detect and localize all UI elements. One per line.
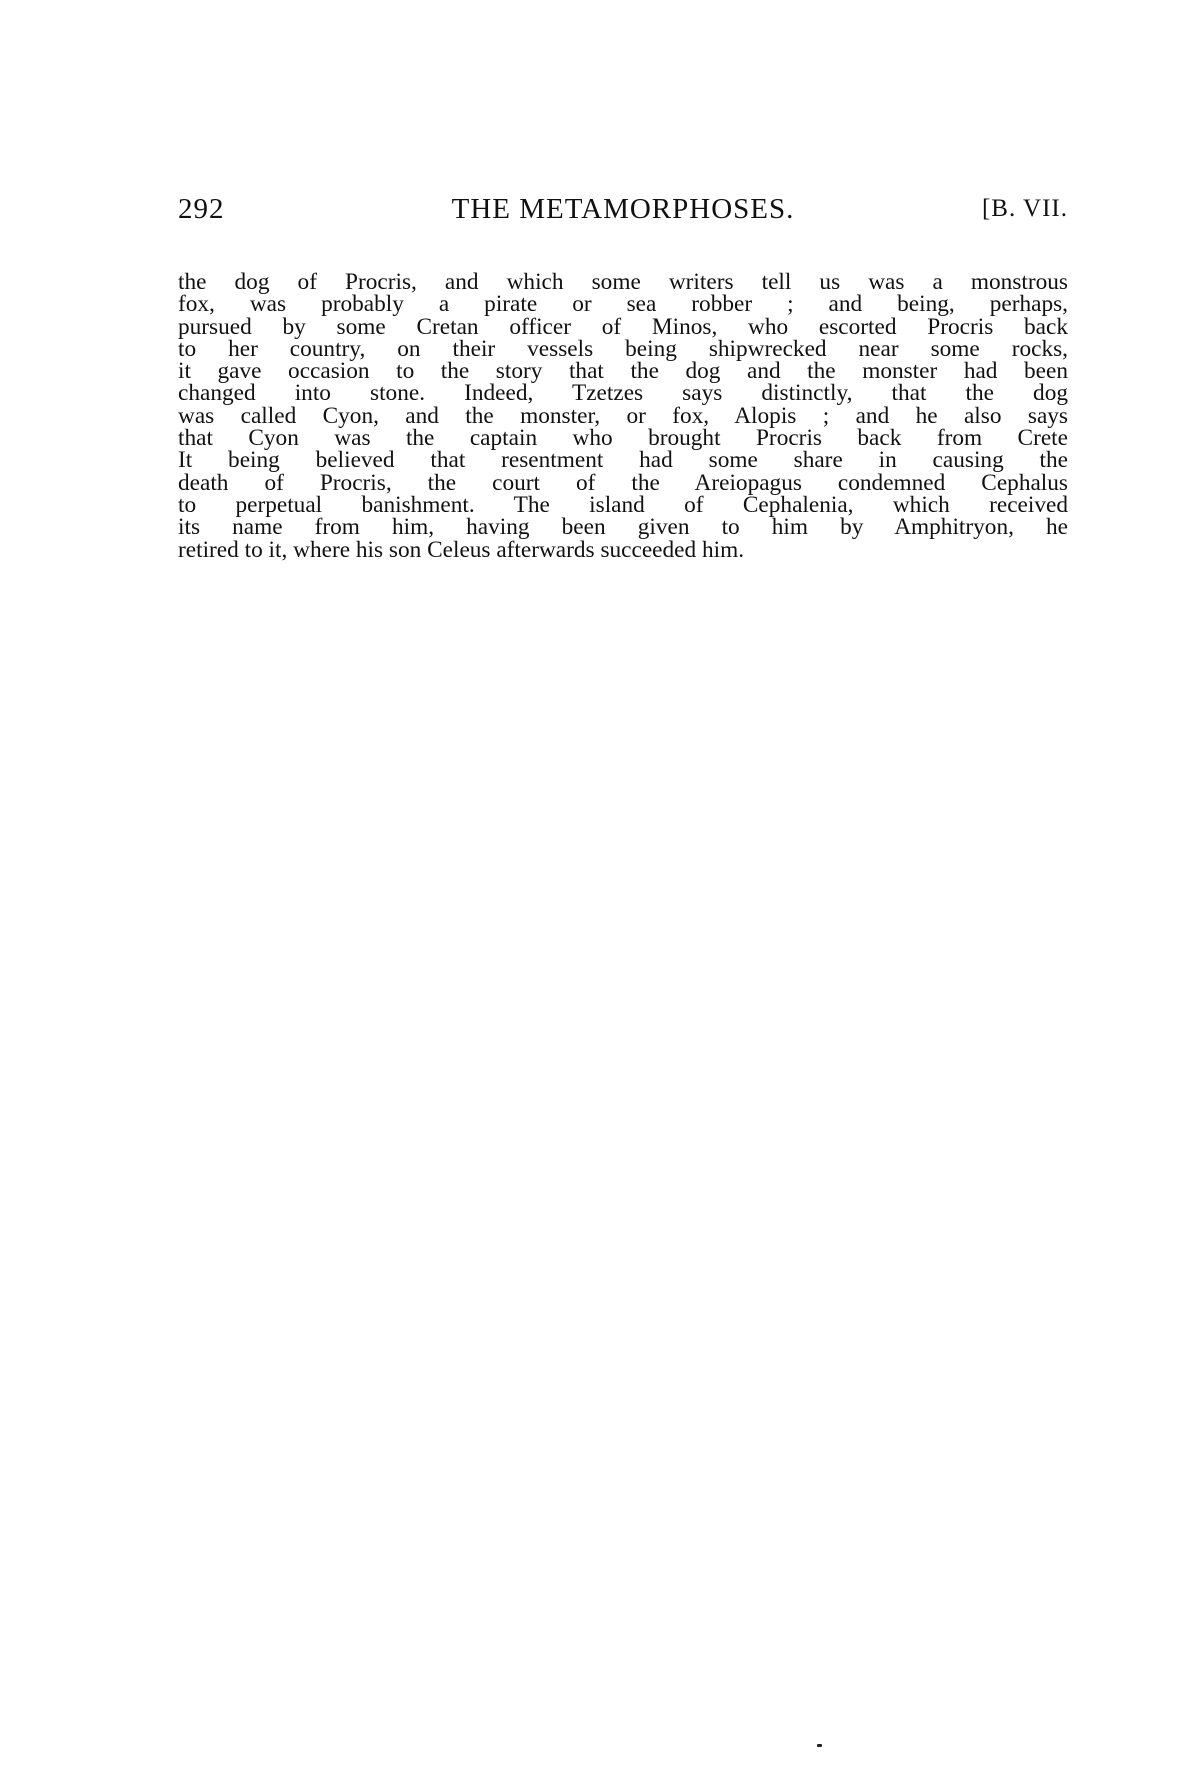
- text-line: changed into stone. Indeed, Tzetzes says distinctly, that the dog: [178, 380, 1068, 407]
- text-line: was called Cyon, and the monster, or fox, Alopis ; and he also says: [178, 402, 1068, 429]
- page-number: 292: [178, 193, 225, 225]
- text-line: death of Procris, the court of the Areiopagus condemned Cephalus: [178, 469, 1068, 496]
- text-line: it gave occasion to the story that the dog and the monster had been: [178, 358, 1068, 385]
- text-line: It being believed that resentment had some share in causing the: [178, 447, 1068, 474]
- text-line: pursued by some Cretan officer of Minos, who escorted Procris back: [178, 313, 1068, 340]
- text-line: to her country, on their vessels being shipwrecked near some rocks,: [178, 335, 1068, 362]
- text-line: fox, was probably a pirate or sea robber ; and being, perhaps,: [178, 291, 1068, 318]
- print-speck: [817, 1744, 822, 1747]
- text-line: its name from him, having been given to him by Amphitryon, he: [178, 514, 1068, 541]
- text-line: that Cyon was the captain who brought Procris back from Crete: [178, 425, 1068, 452]
- text-line: to perpetual banishment. The island of Cephalenia, which received: [178, 491, 1068, 518]
- text-line: the dog of Procris, and which some writers tell us was a monstrous: [178, 269, 1068, 295]
- book-reference: [B. VII.: [981, 195, 1068, 222]
- running-title: THE METAMORPHOSES.: [451, 193, 795, 225]
- running-head: [178, 189, 1068, 229]
- text-line: retired to it, where his son Celeus afterwards succeeded him.: [178, 536, 745, 563]
- body-paragraph: [178, 271, 1068, 561]
